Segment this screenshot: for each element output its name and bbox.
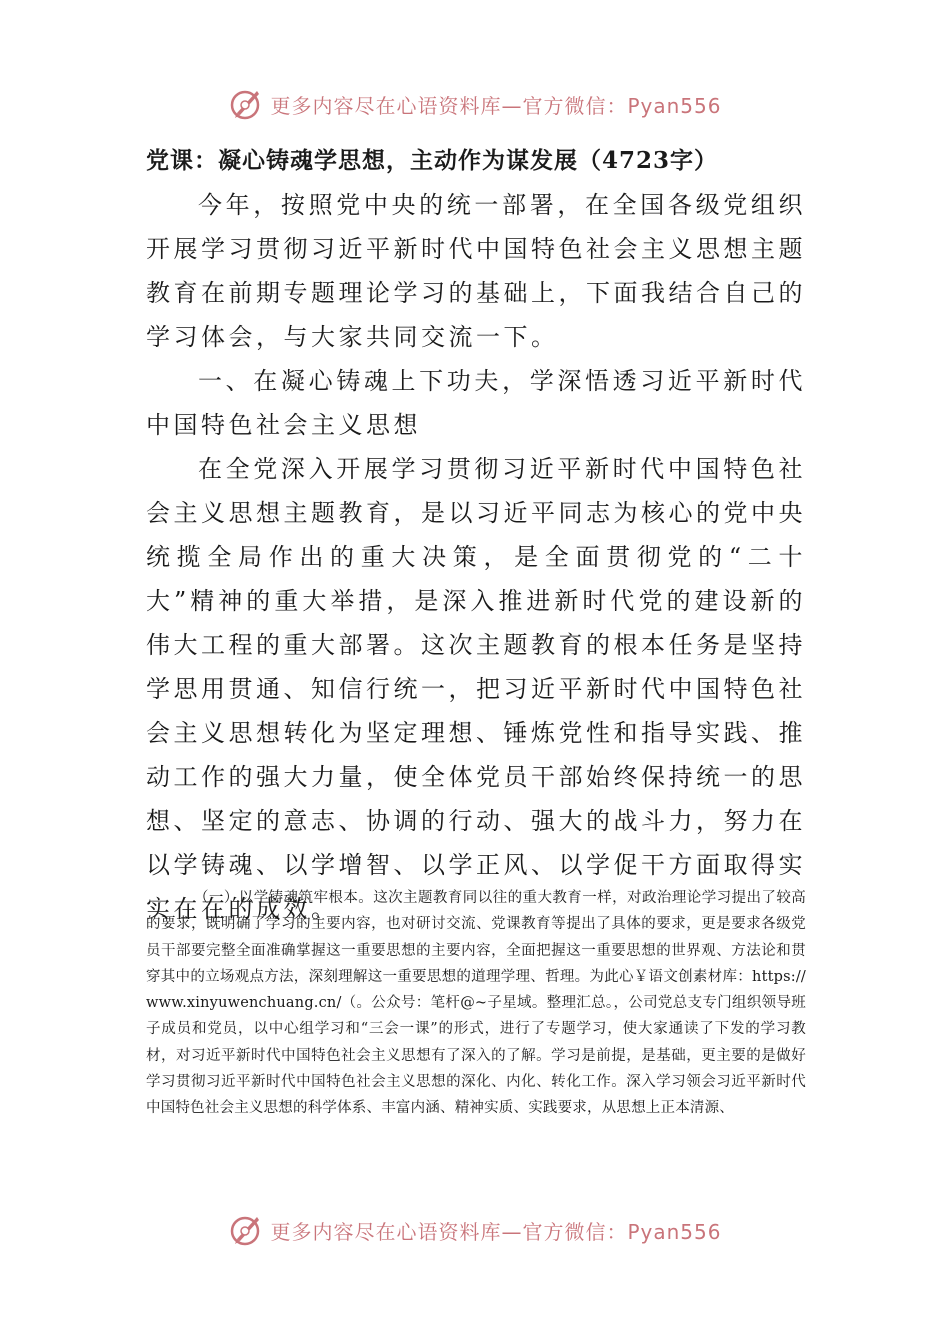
header-banner-text: 更多内容尽在心语资料库—官方微信：Pyan556 xyxy=(270,93,722,118)
quill-pen-logo-icon xyxy=(228,86,264,122)
footer-banner xyxy=(0,1210,950,1250)
paragraph-section-one-body: 在全党深入开展学习贯彻习近平新时代中国特色社会主义思想主题教育，是以习近平同志为核心的党中央统揽全局作出的重大决策，是全面贯彻党的“二十大”精神的重大举措，是深入推进新时代党的建设新的伟大工程的重大部署。这次主题教育的根本任务是坚持学思用贯通、知信行统一，把习近平新时代中国特色社会主义思想转化为坚定理想、锤炼党性和指导实践、推动工作的强大力量，使全体党员干部始终保持统一的思想、坚定的意志、协调的行动、强大的战斗力，努力在以学铸魂、以学增智、以学正风、以学促干方面取得实实在在的成效。 xyxy=(146,455,806,923)
paragraph-subsection-one: （一）以学铸魂筑牢根本。这次主题教育同以往的重大教育一样，对政治理论学习提出了较高的要求，既明确了学习的主要内容，也对研讨交流、党课教育等提出了具体的要求，更是要求各级党员干部要完整全面准确掌握这一重要思想的主要内容，全面把握这一重要思想的世界观、方法论和贯穿其中的立场观点方法，深刻理解这一重要思想的道理学理、哲理。为此心￥语文创素材库：https://www.xinyuwenchuang.cn/（。公众号：笔杆@~子星域。整理汇总。，公司党总支专门组织领导班子成员和党员，以中心组学习和“三会一课”的形式，进行了专题学习，使大家通读了下发的学习教材，对习近平新时代中国特色社会主义思想有了深入的了解。学习是前提，是基础，更主要的是做好学习贯彻习近平新时代中国特色社会主义思想的深化、内化、转化工作。深入学习领会习近平新时代中国特色社会主义思想的科学体系、丰富内涵、精神实质、实践要求，从思想上正本清源、 xyxy=(146,890,806,1117)
section-heading-one: 一、在凝心铸魂上下功夫，学深悟透习近平新时代中国特色社会主义思想 xyxy=(146,367,806,439)
document-title: 党课：凝心铸魂学思想，主动作为谋发展（4723字） xyxy=(146,147,719,174)
footer-banner-text: 更多内容尽在心语资料库—官方微信：Pyan556 xyxy=(270,1219,722,1244)
header-banner xyxy=(0,84,950,124)
paragraph-intro: 今年，按照党中央的统一部署，在全国各级党组织开展学习贯彻习近平新时代中国特色社会主义思想主题教育在前期专题理论学习的基础上，下面我结合自己的学习体会，与大家共同交流一下。 xyxy=(146,191,806,351)
quill-pen-logo-icon xyxy=(228,1212,264,1248)
